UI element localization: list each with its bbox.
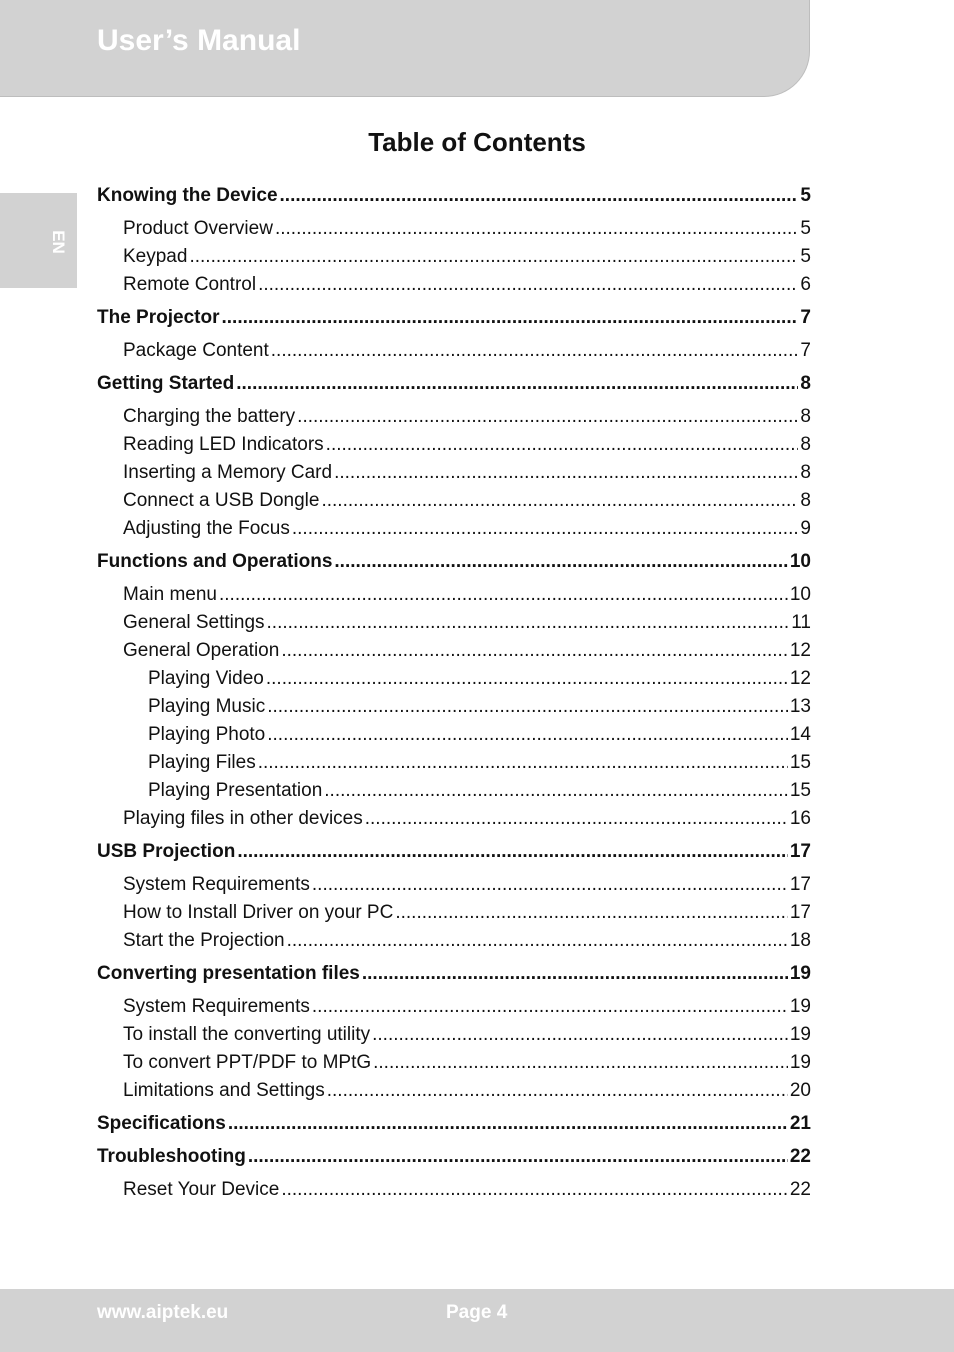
toc-entry-page: 7 xyxy=(800,307,811,328)
toc-entry-page: 5 xyxy=(800,246,811,267)
toc-subsection-entry xyxy=(123,873,811,897)
toc-entry-page: 13 xyxy=(789,696,811,717)
toc-subsection-entry xyxy=(123,583,811,607)
toc-dot-leader xyxy=(326,433,799,457)
toc-subsection-entry xyxy=(123,405,811,429)
toc-dot-leader xyxy=(267,611,790,635)
toc-section-entry xyxy=(97,306,811,330)
toc-dot-leader xyxy=(258,273,798,297)
toc-dot-leader xyxy=(280,184,799,208)
toc-title: Table of Contents xyxy=(368,127,586,157)
toc-entry-title: Getting Started xyxy=(97,373,235,394)
toc-entry-page: 8 xyxy=(800,462,811,483)
toc-dot-leader xyxy=(362,962,788,986)
toc-subsection-entry xyxy=(123,339,811,363)
toc-section-entry xyxy=(97,372,811,396)
toc-entry-page: 17 xyxy=(789,902,811,923)
toc-subsection-entry xyxy=(123,217,811,241)
toc-entry-title: Playing Presentation xyxy=(148,780,323,801)
toc-entry-page: 10 xyxy=(789,584,811,605)
toc-entry-title: Converting presentation files xyxy=(97,963,360,984)
toc-entry-page: 12 xyxy=(789,640,811,661)
toc-subsubsection-entry xyxy=(148,723,811,747)
toc-entry-title: USB Projection xyxy=(97,841,236,862)
toc-dot-leader xyxy=(334,461,798,485)
toc-entry-title: Playing files in other devices xyxy=(123,808,363,829)
toc-subsubsection-entry xyxy=(148,779,811,803)
toc-entry-page: 8 xyxy=(800,406,811,427)
toc-dot-leader xyxy=(327,1079,788,1103)
toc-dot-leader xyxy=(271,339,799,363)
toc-dot-leader xyxy=(395,901,788,925)
toc-entry-title: Connect a USB Dongle xyxy=(123,490,320,511)
toc-entry-page: 15 xyxy=(789,752,811,773)
toc-entry-title: Charging the battery xyxy=(123,406,296,427)
manual-title: User’s Manual xyxy=(97,24,301,57)
toc-subsection-entry xyxy=(123,639,811,663)
toc-dot-leader xyxy=(365,807,788,831)
toc-section-entry xyxy=(97,1112,811,1136)
toc-subsection-entry xyxy=(123,489,811,513)
toc-entry-title: Playing Video xyxy=(148,668,264,689)
toc-entry-title: Inserting a Memory Card xyxy=(123,462,333,483)
toc-entry-page: 10 xyxy=(789,551,811,572)
toc-section-entry xyxy=(97,1145,811,1169)
toc-entry-page: 20 xyxy=(789,1080,811,1101)
toc-entry-title: Reading LED Indicators xyxy=(123,434,324,455)
toc-entry-page: 8 xyxy=(800,434,811,455)
toc-entry-page: 21 xyxy=(789,1113,811,1134)
toc-entry-title: General Settings xyxy=(123,612,265,633)
toc-entry-page: 5 xyxy=(800,185,811,206)
toc-dot-leader xyxy=(281,639,788,663)
toc-dot-leader xyxy=(219,583,788,607)
toc-dot-leader xyxy=(275,217,798,241)
toc-subsection-entry xyxy=(123,245,811,269)
toc-dot-leader xyxy=(373,1051,788,1075)
toc-dot-leader xyxy=(287,929,788,953)
toc-entry-title: System Requirements xyxy=(123,996,310,1017)
toc-entry-title: Functions and Operations xyxy=(97,551,333,572)
toc-dot-leader xyxy=(258,751,788,775)
toc-entry-title: Remote Control xyxy=(123,274,257,295)
toc-entry-page: 8 xyxy=(800,490,811,511)
footer-url: www.aiptek.eu xyxy=(97,1302,229,1323)
toc-dot-leader xyxy=(281,1178,788,1202)
toc-dot-leader xyxy=(228,1112,788,1136)
toc-entry-page: 17 xyxy=(789,874,811,895)
toc-section-entry xyxy=(97,550,811,574)
toc-subsection-entry xyxy=(123,901,811,925)
toc-entry-page: 15 xyxy=(789,780,811,801)
toc-dot-leader xyxy=(324,779,788,803)
toc-dot-leader xyxy=(267,723,788,747)
toc-subsection-entry xyxy=(123,273,811,297)
toc-entry-title: To install the converting utility xyxy=(123,1024,371,1045)
toc-entry-title: Adjusting the Focus xyxy=(123,518,290,539)
toc-dot-leader xyxy=(236,372,798,396)
toc-dot-leader xyxy=(372,1023,788,1047)
toc-entry-page: 19 xyxy=(789,1024,811,1045)
toc-dot-leader xyxy=(312,995,788,1019)
toc-entry-page: 19 xyxy=(789,963,811,984)
toc-entry-title: Limitations and Settings xyxy=(123,1080,325,1101)
toc-subsection-entry xyxy=(123,1051,811,1075)
toc-subsection-entry xyxy=(123,929,811,953)
toc-entry-page: 16 xyxy=(789,808,811,829)
toc-dot-leader xyxy=(189,245,798,269)
toc-section-entry xyxy=(97,840,811,864)
toc-entry-page: 9 xyxy=(800,518,811,539)
toc-entry-page: 6 xyxy=(800,274,811,295)
toc-subsection-entry xyxy=(123,517,811,541)
toc-dot-leader xyxy=(248,1145,788,1169)
toc-subsection-entry xyxy=(123,611,811,635)
toc-dot-leader xyxy=(312,873,788,897)
toc-subsection-entry xyxy=(123,1023,811,1047)
toc-entry-title: Keypad xyxy=(123,246,188,267)
footer-page-number: Page 4 xyxy=(446,1302,508,1323)
toc-entry-title: Reset Your Device xyxy=(123,1179,280,1200)
toc-subsubsection-entry xyxy=(148,667,811,691)
toc-subsection-entry xyxy=(123,995,811,1019)
toc-entry-title: Package Content xyxy=(123,340,269,361)
toc-entry-page: 11 xyxy=(791,612,811,633)
toc-entry-title: The Projector xyxy=(97,307,220,328)
toc-dot-leader xyxy=(221,306,798,330)
toc-section-entry xyxy=(97,184,811,208)
toc-entry-page: 19 xyxy=(789,1052,811,1073)
toc-entry-page: 12 xyxy=(789,668,811,689)
toc-entry-title: Playing Music xyxy=(148,696,266,717)
toc-subsection-entry xyxy=(123,1079,811,1103)
toc-entry-title: Playing Photo xyxy=(148,724,266,745)
toc-dot-leader xyxy=(292,517,799,541)
toc-entry-title: Specifications xyxy=(97,1113,226,1134)
toc-entry-title: Product Overview xyxy=(123,218,273,239)
toc-entry-page: 7 xyxy=(800,340,811,361)
toc-dot-leader xyxy=(266,667,788,691)
toc-entry-title: Knowing the Device xyxy=(97,185,278,206)
toc-subsubsection-entry xyxy=(148,695,811,719)
toc-dot-leader xyxy=(237,840,788,864)
toc-entry-page: 19 xyxy=(789,996,811,1017)
toc-subsection-entry xyxy=(123,807,811,831)
toc-dot-leader xyxy=(334,550,787,574)
toc-entry-page: 5 xyxy=(800,218,811,239)
toc-dot-leader xyxy=(267,695,788,719)
language-label: EN xyxy=(49,230,68,254)
toc-entry-page: 8 xyxy=(800,373,811,394)
toc-entry-page: 17 xyxy=(789,841,811,862)
toc-entry-title: System Requirements xyxy=(123,874,310,895)
toc-subsection-entry xyxy=(123,1178,811,1202)
toc-entry-page: 22 xyxy=(789,1146,811,1167)
toc-entry-title: Troubleshooting xyxy=(97,1146,246,1167)
toc-entry-title: How to Install Driver on your PC xyxy=(123,902,394,923)
toc-section-entry xyxy=(97,962,811,986)
toc-entry-page: 14 xyxy=(789,724,811,745)
toc-entry-title: Main menu xyxy=(123,584,217,605)
toc-entry-title: To convert PPT/PDF to MPtG xyxy=(123,1052,372,1073)
toc-dot-leader xyxy=(321,489,798,513)
toc-entry-title: Playing Files xyxy=(148,752,256,773)
toc-subsection-entry xyxy=(123,433,811,457)
toc-subsection-entry xyxy=(123,461,811,485)
toc-entry-page: 22 xyxy=(789,1179,811,1200)
toc-entry-page: 18 xyxy=(789,930,811,951)
toc-dot-leader xyxy=(297,405,798,429)
toc-entry-title: Start the Projection xyxy=(123,930,285,951)
toc-subsubsection-entry xyxy=(148,751,811,775)
toc-entry-title: General Operation xyxy=(123,640,280,661)
